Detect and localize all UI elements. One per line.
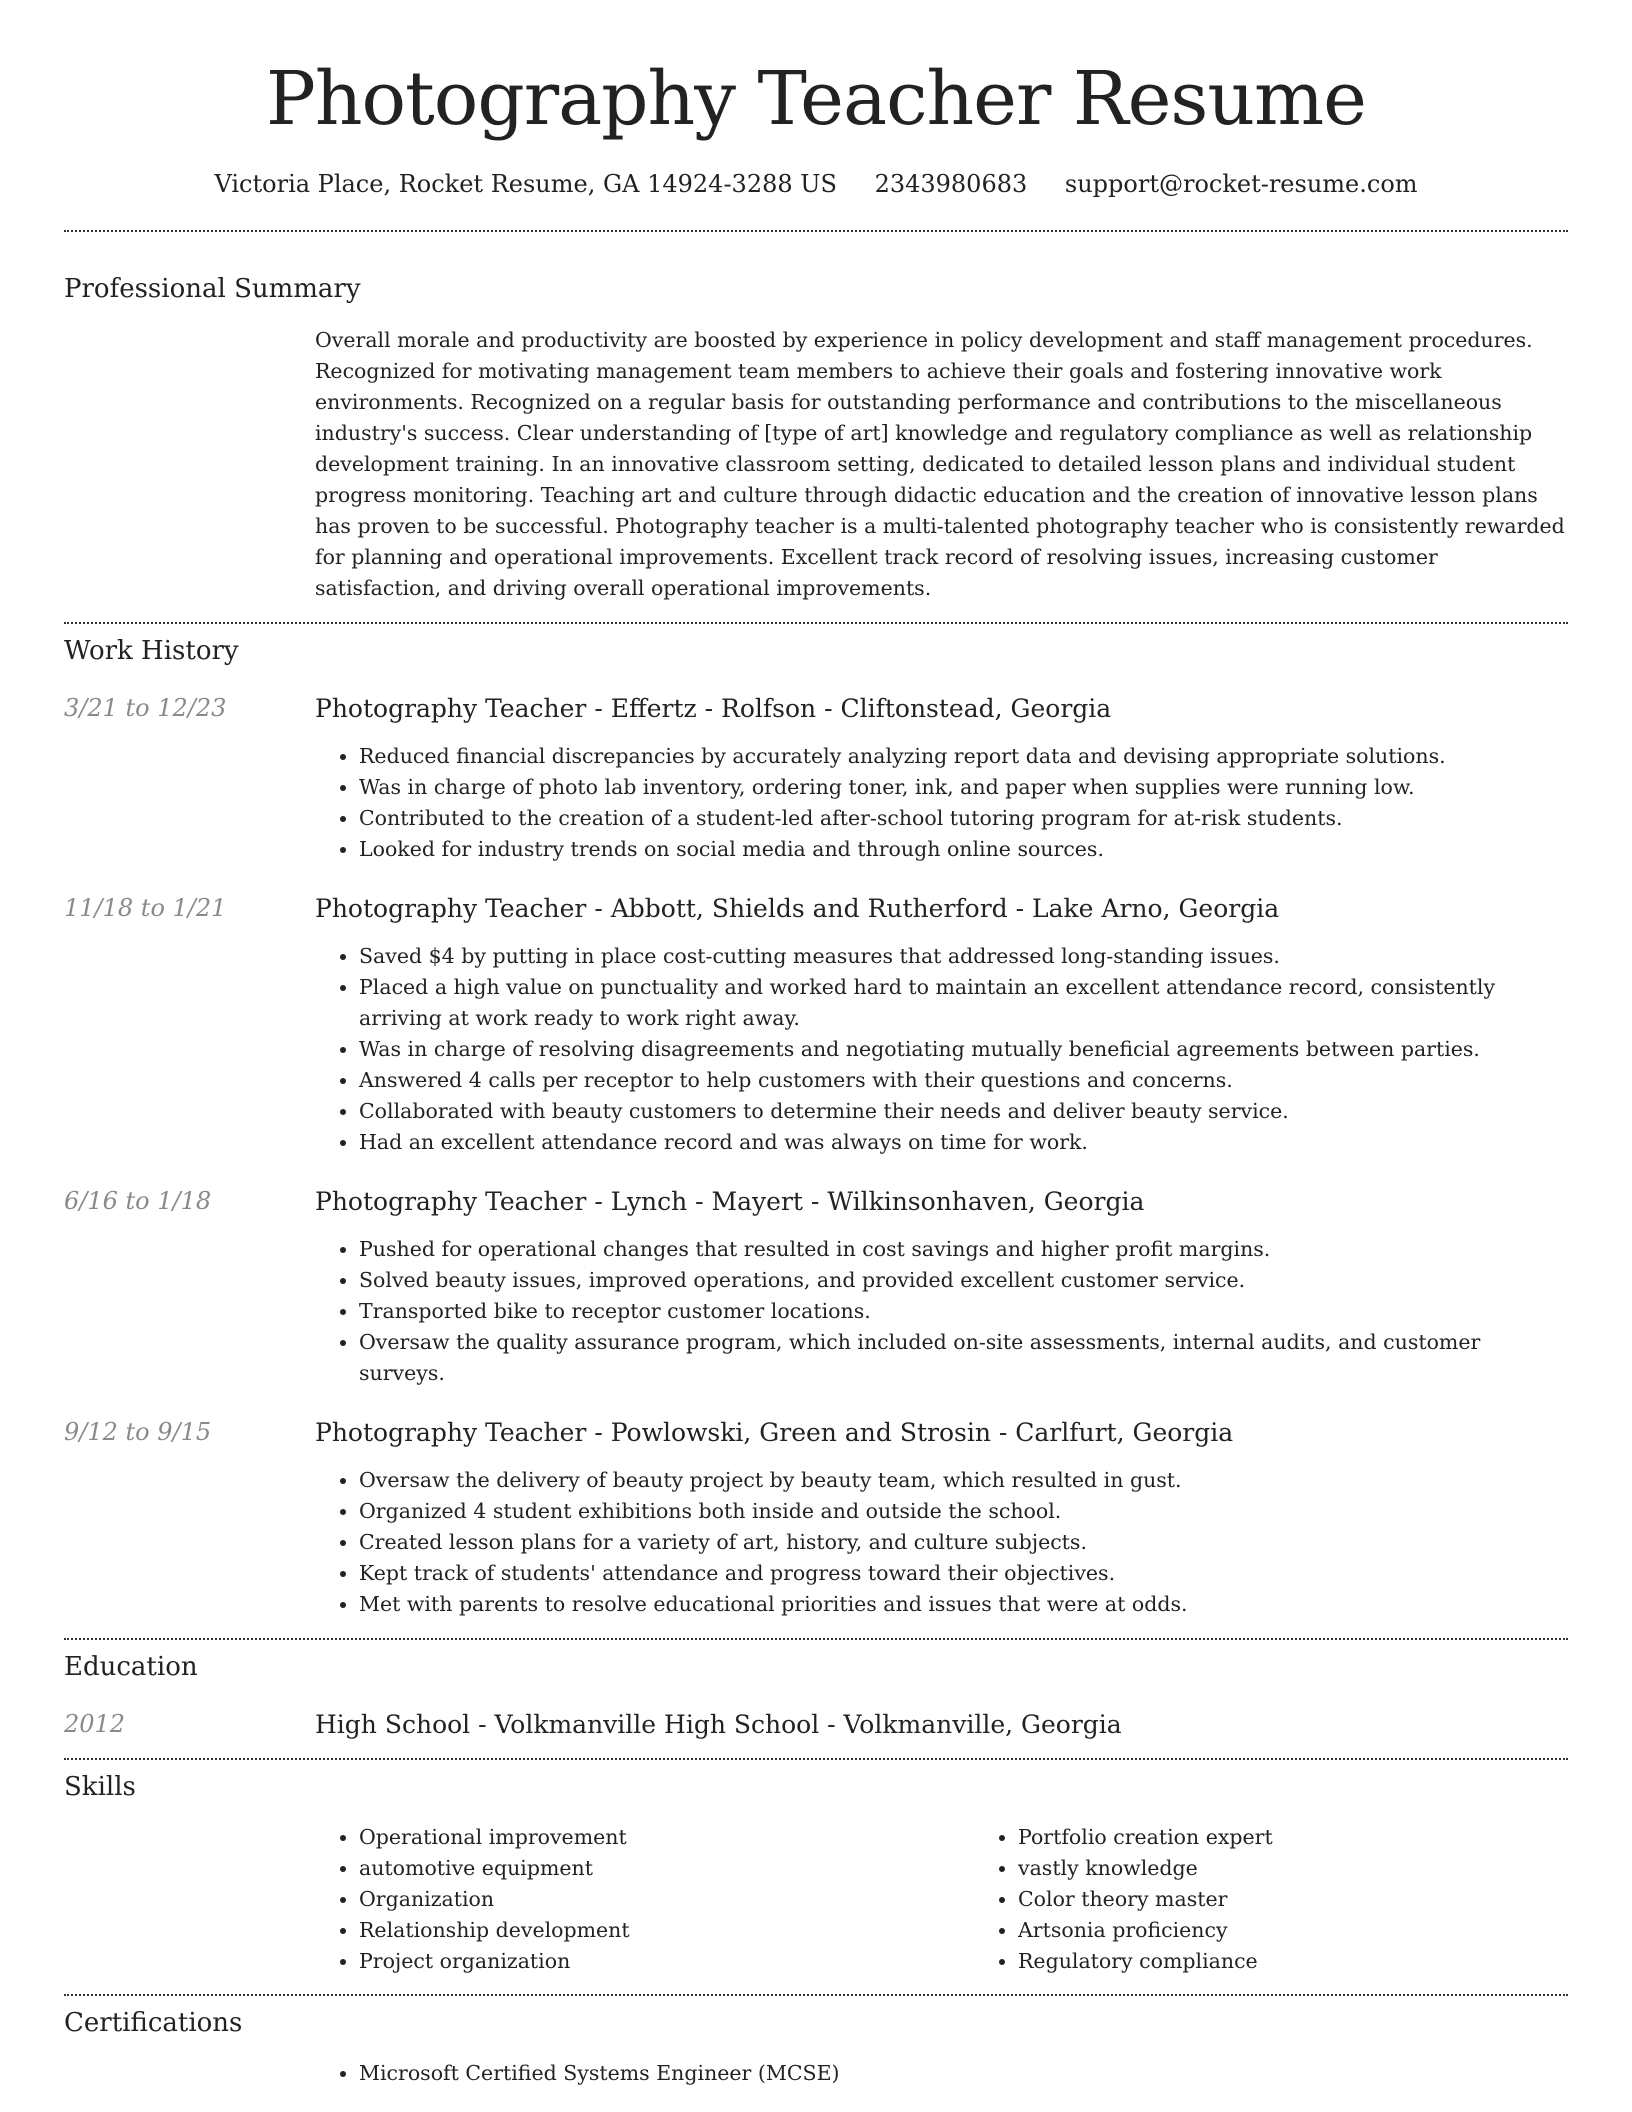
job-title: Photography Teacher - Effertz - Rolfson - Cliftonstead, Georgia [315,694,1112,723]
list-item: • Microsoft Certified Systems Engineer (MCSE) [359,2058,1568,2089]
list-item: • Placed a high value on punctuality and worked hard to maintain an excellent attendance record, consistently arriving at work ready to work right away. [359,972,1568,1034]
list-item: • Looked for industry trends on social media and through online sources. [359,834,1568,865]
list-item: • Project organization [359,1946,974,1977]
job-bullets [315,941,1568,1158]
list-item: • Met with parents to resolve educational priorities and issues that were at odds. [359,1589,1568,1620]
list-item: • vastly knowledge [1018,1853,1632,1884]
list-item: • Saved $4 by putting in place cost-cutting measures that addressed long-standing issues. [359,941,1568,972]
list-item: • Color theory master [1018,1884,1632,1915]
job-entry [64,694,1568,865]
job-bullets [315,1234,1568,1389]
job-entry [64,1418,1568,1620]
job-dates: 11/18 to 1/21 [64,894,227,922]
summary-section [64,274,1568,604]
section-heading-education: Education [64,1652,198,1682]
job-title: Photography Teacher - Powlowski, Green and Strosin - Carlfurt, Georgia [315,1418,1234,1447]
job-dates: 6/16 to 1/18 [64,1187,212,1215]
list-item: • Contributed to the creation of a student-led after-school tutoring program for at-risk students. [359,803,1568,834]
list-item: • Solved beauty issues, improved operations, and provided excellent customer service. [359,1265,1568,1296]
phone: 2343980683 [874,170,1028,198]
education-title: High School - Volkmanville High School - Volkmanville, Georgia [315,1710,1122,1739]
list-item: • Oversaw the quality assurance program, which included on-site assessments, internal audits, and customer surveys. [359,1327,1568,1389]
education-section [64,1652,1568,1740]
list-item: • Organization [359,1884,974,1915]
job-title: Photography Teacher - Lynch - Mayert - Wilkinsonhaven, Georgia [315,1187,1145,1216]
list-item: • Operational improvement [359,1822,974,1853]
section-heading-work: Work History [64,636,239,666]
divider [64,230,1568,232]
contact-line [64,170,1568,198]
list-item: • Answered 4 calls per receptor to help customers with their questions and concerns. [359,1065,1568,1096]
work-history-section [64,636,1568,1620]
divider [64,622,1568,624]
list-item: • Had an excellent attendance record and was always on time for work. [359,1127,1568,1158]
address: Victoria Place, Rocket Resume, GA 14924-3288 US [214,170,837,198]
list-item: • Relationship development [359,1915,974,1946]
list-item: • automotive equipment [359,1853,974,1884]
certifications-list [315,2058,1568,2089]
list-item: • Reduced financial discrepancies by accurately analyzing report data and devising appropriate solutions. [359,741,1568,772]
email-link[interactable]: support@rocket-resume.com [1064,170,1418,198]
skills-section [64,1772,1568,1977]
job-dates: 9/12 to 9/15 [64,1418,212,1446]
list-item: • Created lesson plans for a variety of art, history, and culture subjects. [359,1527,1568,1558]
summary-text: Overall morale and productivity are boosted by experience in policy development and staff management procedures. Recognized for motivating management team members to achieve their goals and fostering innovative work environments. Recognized on a regular basis for outstanding performance and contributions to the miscellaneous industry's success. Clear understanding of [type of art] knowledge and regulatory compliance as well as relationship development training. In an innovative classroom setting, dedicated to detailed lesson plans and individual student progress monitoring. Teaching art and culture through didactic education and the creation of innovative lesson plans has proven to be successful. Photography teacher is a multi-talented photography teacher who is consistently rewarded for planning and operational improvements. Excellent track record of resolving issues, increasing customer satisfaction, and driving overall operational improvements. [315,328,1565,600]
list-item: • Pushed for operational changes that resulted in cost savings and higher profit margins. [359,1234,1568,1265]
list-item: • Portfolio creation expert [1018,1822,1632,1853]
skills-list-left [315,1822,974,1977]
list-item: • Was in charge of resolving disagreements and negotiating mutually beneficial agreements between parties. [359,1034,1568,1065]
list-item: • Organized 4 student exhibitions both inside and outside the school. [359,1496,1568,1527]
page-title: Photography Teacher Resume [266,56,1366,142]
section-heading-certifications: Certifications [64,2008,243,2038]
list-item: • Was in charge of photo lab inventory, ordering toner, ink, and paper when supplies were running low. [359,772,1568,803]
certifications-section [64,2008,1568,2089]
list-item: • Transported bike to receptor customer locations. [359,1296,1568,1327]
divider [64,1994,1568,1996]
job-title: Photography Teacher - Abbott, Shields and Rutherford - Lake Arno, Georgia [315,894,1280,923]
section-heading-summary: Professional Summary [64,274,361,304]
job-entry [64,1187,1568,1389]
divider [64,1638,1568,1640]
skills-list-right [974,1822,1632,1977]
list-item: • Artsonia proficiency [1018,1915,1632,1946]
job-entry [64,894,1568,1158]
job-bullets [315,741,1568,865]
list-item: • Regulatory compliance [1018,1946,1632,1977]
list-item: • Collaborated with beauty customers to determine their needs and deliver beauty service. [359,1096,1568,1127]
education-year: 2012 [64,1710,126,1738]
list-item: • Oversaw the delivery of beauty project by beauty team, which resulted in gust. [359,1465,1568,1496]
divider [64,1758,1568,1760]
list-item: • Kept track of students' attendance and progress toward their objectives. [359,1558,1568,1589]
job-bullets [315,1465,1568,1620]
education-entry [64,1710,1568,1740]
job-dates: 3/21 to 12/23 [64,694,227,722]
section-heading-skills: Skills [64,1772,136,1802]
